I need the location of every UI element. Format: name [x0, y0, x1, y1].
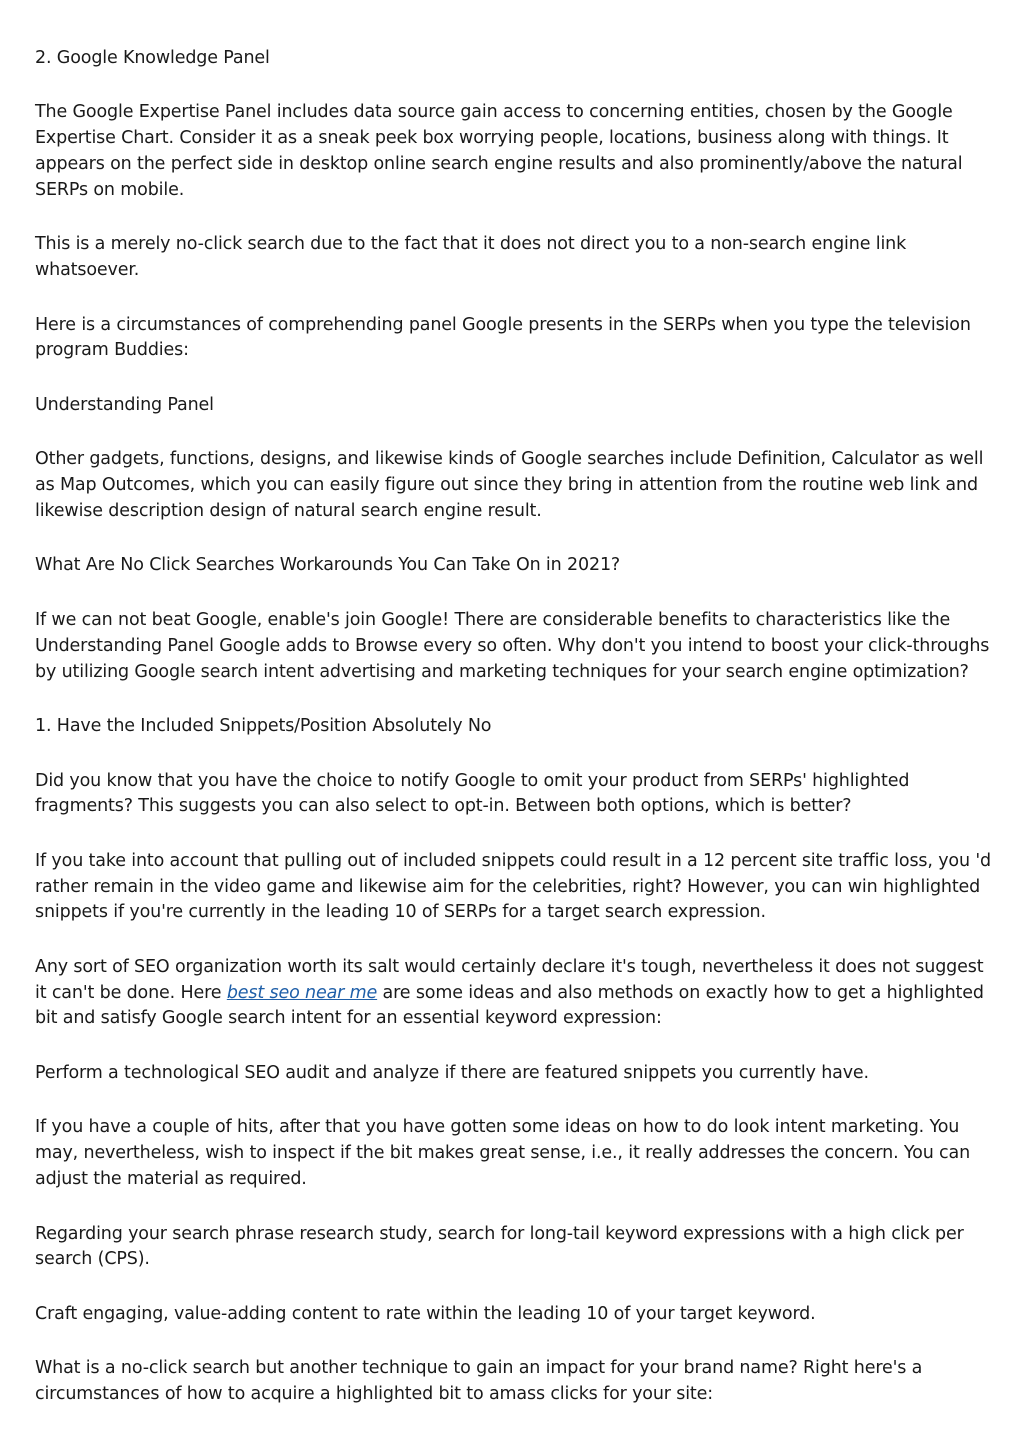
paragraph: Regarding your search phrase research study, search for long-tail keyword expressions with a high click per search (CPS).: [35, 1223, 964, 1270]
section-heading: 2. Google Knowledge Panel: [35, 48, 270, 68]
best-seo-near-me-link[interactable]: best seo near me: [226, 982, 378, 1003]
section-heading: 1. Have the Included Snippets/Position Absolutely No: [35, 716, 492, 737]
paragraph: If you have a couple of hits, after that you have gotten some ideas on how to do look intent marketing. You may, nevertheless, wish to inspect if the bit makes great sense, i.e., it really addresses the concern. You can adjust the material as required.: [35, 1117, 971, 1190]
paragraph: This is a merely no-click search due to the fact that it does not direct you to a non-search engine link whatsoever.: [35, 234, 907, 281]
paragraph: The Google Expertise Panel includes data source gain access to concerning entities, chosen by the Google Expertise Chart. Consider it as a sneak peek box worrying people, locations, business along with things. It appears on the perfect side in desktop online search engine results and also prominently/above the natural SERPs on mobile.: [35, 102, 963, 200]
paragraph: Other gadgets, functions, designs, and likewise kinds of Google searches include Definition, Calculator as well as Map Outcomes, which you can easily figure out since they bring in attention from the routine web link and likewise description design of natural search engine result.: [35, 449, 984, 521]
paragraph: What is a no-click search but another technique to gain an impact for your brand name? Right here's a circumstances of how to acquire a highlighted bit to amass clicks for your site:: [35, 1358, 923, 1405]
paragraph-with-link: [35, 955, 995, 1032]
paragraph-text-after-link: are some ideas and also methods on exactly how to get a highlighted bit and satisfy Google search intent for an essential keyword expression:: [35, 982, 984, 1029]
document-body: [35, 46, 995, 1437]
section-heading: What Are No Click Searches Workarounds You Can Take On in 2021?: [35, 555, 621, 576]
paragraph-text-before-link: Any sort of SEO organization worth its salt would certainly declare it's tough, nevertheless it does not suggest it can't be done. Here: [35, 956, 984, 1003]
paragraph: If you take into account that pulling out of included snippets could result in a 12 percent site traffic loss, you 'd rather remain in the video game and likewise aim for the celebrities, right? However, you can win highlighted snippets if you're currently in the leading 10 of SERPs for a target search expression.: [35, 850, 991, 923]
section-heading: Understanding Panel: [35, 394, 214, 415]
paragraph: Did you know that you have the choice to notify Google to omit your product from SERPs' highlighted fragments? This suggests you can also select to opt-in. Between both options, which is better?: [35, 770, 910, 817]
paragraph: Here is a circumstances of comprehending panel Google presents in the SERPs when you type the television program Buddies:: [35, 314, 971, 361]
paragraph: Perform a technological SEO audit and analyze if there are featured snippets you currently have.: [35, 1062, 869, 1083]
paragraph: Craft engaging, value-adding content to rate within the leading 10 of your target keyword.: [35, 1303, 816, 1324]
paragraph: If we can not beat Google, enable's join Google! There are considerable benefits to characteristics like the Understanding Panel Google adds to Browse every so often. Why don't you intend to boost your click-throughs by utilizing Google search intent advertising and marketing techniques for your search engine optimization?: [35, 609, 990, 682]
